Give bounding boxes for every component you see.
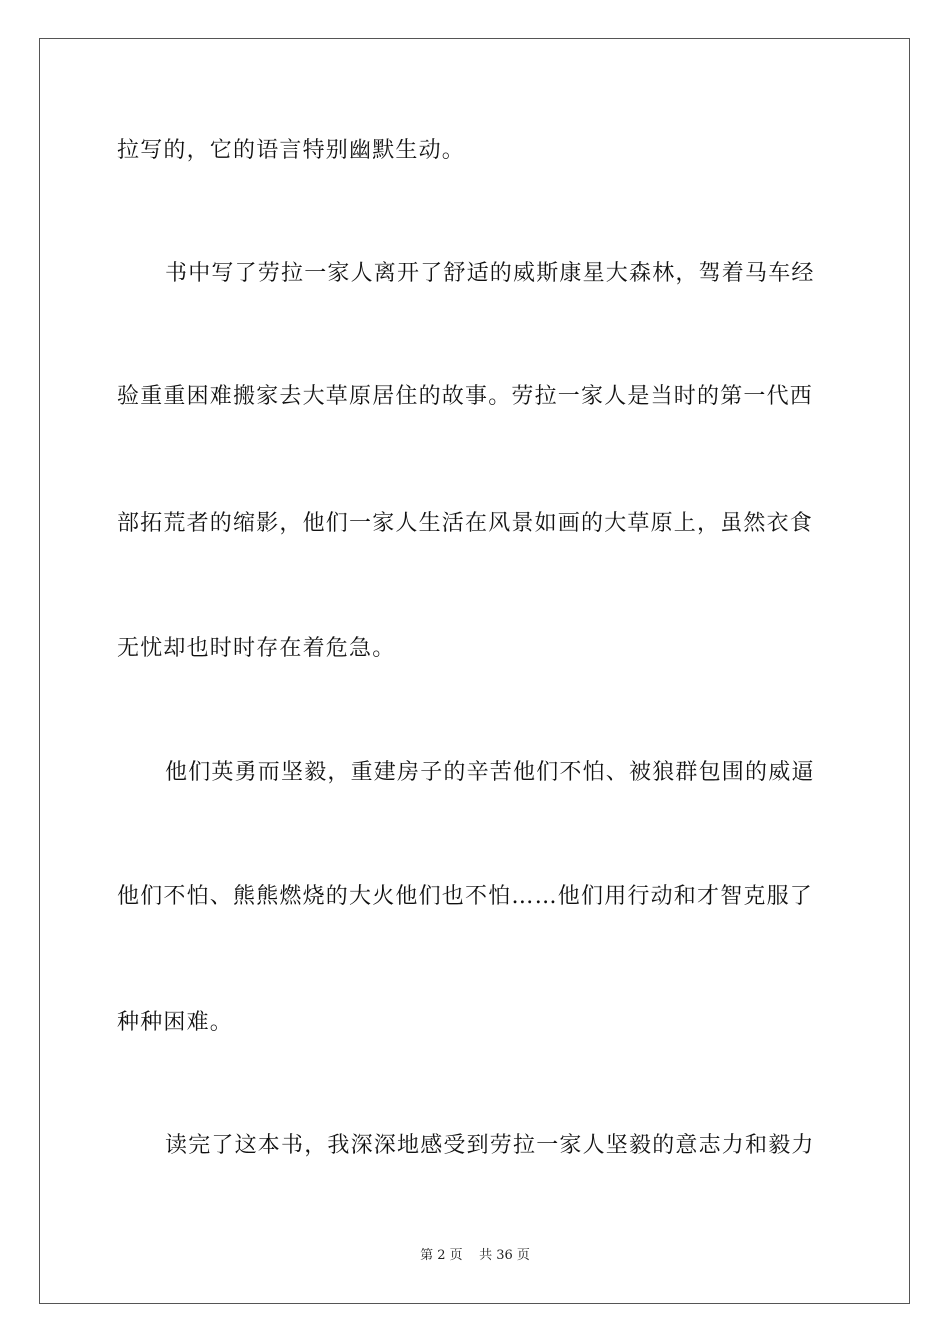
paragraph-first-line: 书中写了劳拉一家人离开了舒适的威斯康星大森林，驾着马车经 bbox=[165, 261, 815, 286]
page-border bbox=[39, 38, 910, 1304]
paragraph-first-line: 读完了这本书，我深深地感受到劳拉一家人坚毅的意志力和毅力 bbox=[165, 1133, 815, 1158]
page-number-footer: 第 2 页 共 36 页 bbox=[420, 1248, 530, 1263]
text-line: 部拓荒者的缩影，他们一家人生活在风景如画的大草原上，虽然衣食 bbox=[117, 511, 814, 536]
paragraph-first-line: 他们英勇而坚毅，重建房子的辛苦他们不怕、被狼群包围的威逼 bbox=[165, 760, 815, 785]
text-line: 无忧却也时时存在着危急。 bbox=[117, 636, 396, 661]
text-line: 拉写的，它的语言特别幽默生动。 bbox=[117, 138, 466, 163]
text-line: 种种困难。 bbox=[117, 1010, 234, 1035]
text-line: 验重重困难搬家去大草原居住的故事。劳拉一家人是当时的第一代西 bbox=[117, 384, 814, 409]
text-line: 他们不怕、熊熊燃烧的大火他们也不怕……他们用行动和才智克服了 bbox=[117, 884, 814, 909]
